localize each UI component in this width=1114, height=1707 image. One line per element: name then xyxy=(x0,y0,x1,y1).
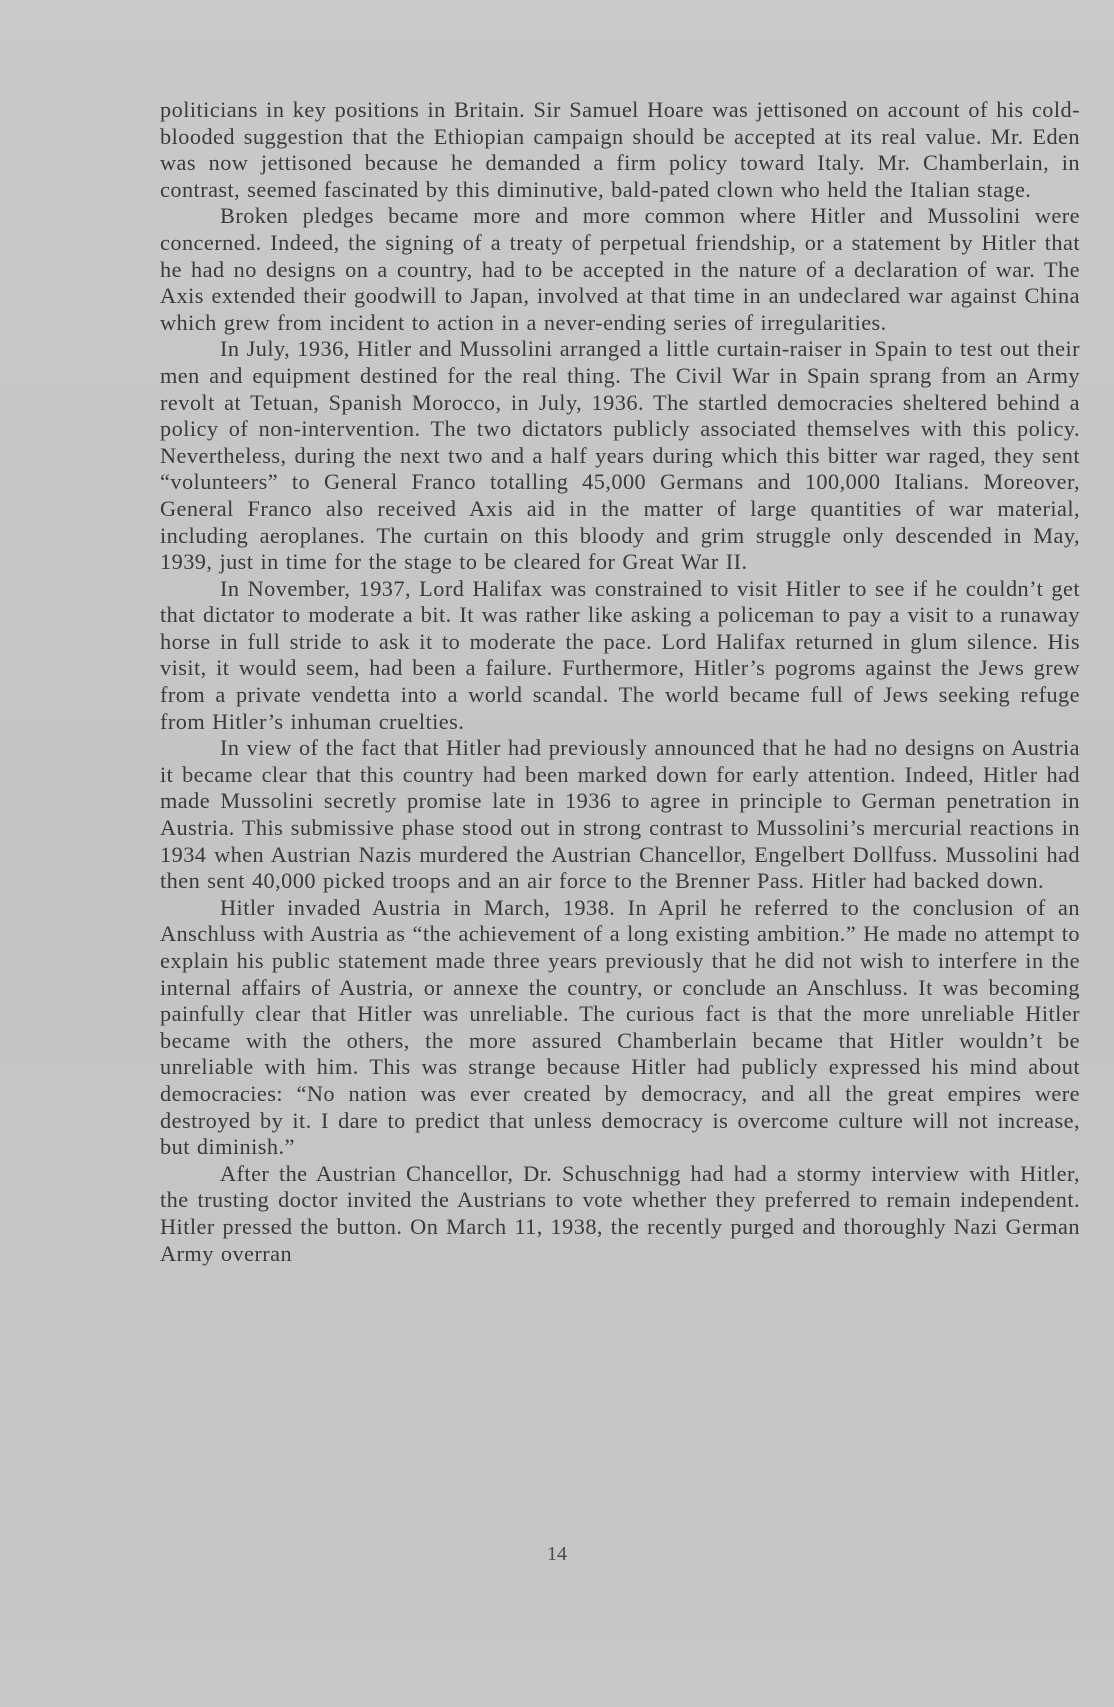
paragraph-5: In view of the fact that Hitler had previously announced that he had no designs on Austria it became clear that this country had been marked down for early attention. Indeed, Hitler had made Mussolini secretly promise late in 1936 to agree in principle to German penetration in Austria. This submissive phase stood out in strong contrast to Mussolini’s mercurial reactions in 1934 when Austrian Nazis murdered the Austrian Chancellor, Engelbert Dollfuss. Mussolini had then sent 40,000 picked troops and an air force to the Brenner Pass. Hitler had backed down. xyxy=(160,735,1080,894)
paragraph-1: politicians in key positions in Britain. Sir Samuel Hoare was jettisoned on account of his cold-blooded suggestion that the Ethiopian campaign should be accepted at its real value. Mr. Eden was now jettisoned because he demanded a firm policy toward Italy. Mr. Chamberlain, in contrast, seemed fascinated by this diminutive, bald-pated clown who held the Italian stage. xyxy=(160,97,1080,202)
paragraph-3: In July, 1936, Hitler and Mussolini arranged a little curtain-raiser in Spain to test out their men and equipment destined for the real thing. The Civil War in Spain sprang from an Army revolt at Tetuan, Spanish Morocco, in July, 1936. The startled democracies sheltered behind a policy of non-intervention. The two dictators publicly associated themselves with this policy. Nevertheless, during the next two and a half years during which this bitter war raged, they sent “volunteers” to General Franco totalling 45,000 Germans and 100,000 Italians. Moreover, General Franco also received Axis aid in the matter of large quantities of war material, including aeroplanes. The curtain on this bloody and grim struggle only descended in May, 1939, just in time for the stage to be cleared for Great War II. xyxy=(160,336,1080,575)
paragraph-4: In November, 1937, Lord Halifax was constrained to visit Hitler to see if he couldn’t get that dictator to moderate a bit. It was rather like asking a policeman to pay a visit to a runaway horse in full stride to ask it to moderate the pace. Lord Halifax returned in glum silence. His visit, it would seem, had been a failure. Furthermore, Hitler’s pogroms against the Jews grew from a private vendetta into a world scandal. The world became full of Jews seeking refuge from Hitler’s inhuman cruelties. xyxy=(160,575,1080,734)
paragraph-2: Broken pledges became more and more common where Hitler and Mussolini were concerned. Indeed, the signing of a treaty of perpetual friendship, or a statement by Hitler that he had no designs on a country, had to be accepted in the nature of a declaration of war. The Axis extended their goodwill to Japan, involved at that time in an undeclared war against China which grew from incident to action in a never-ending series of irregularities. xyxy=(160,203,1080,335)
page-number: 14 xyxy=(547,1543,567,1565)
paragraph-6: Hitler invaded Austria in March, 1938. In April he referred to the conclusion of an Anschluss with Austria as “the achievement of a long existing ambition.” He made no attempt to explain his public statement made three years previously that he did not wish to interfere in the internal affairs of Austria, or annexe the country, or conclude an Anschluss. It was becoming painfully clear that Hitler was unreliable. The curious fact is that the more unreliable Hitler became with the others, the more assured Chamberlain became that Hitler wouldn’t be unreliable with him. This was strange because Hitler had publicly expressed his mind about democracies: “No nation was ever created by democracy, and all the great empires were destroyed by it. I dare to predict that unless democracy is overcome culture will not increase, but diminish.” xyxy=(160,894,1080,1160)
paragraph-7: After the Austrian Chancellor, Dr. Schuschnigg had had a stormy interview with Hitler, the trusting doctor invited the Austrians to vote whether they preferred to remain independent. Hitler pressed the button. On March 11, 1938, the recently purged and thoroughly Nazi German Army overran xyxy=(160,1160,1080,1266)
body-text xyxy=(160,97,1080,1267)
